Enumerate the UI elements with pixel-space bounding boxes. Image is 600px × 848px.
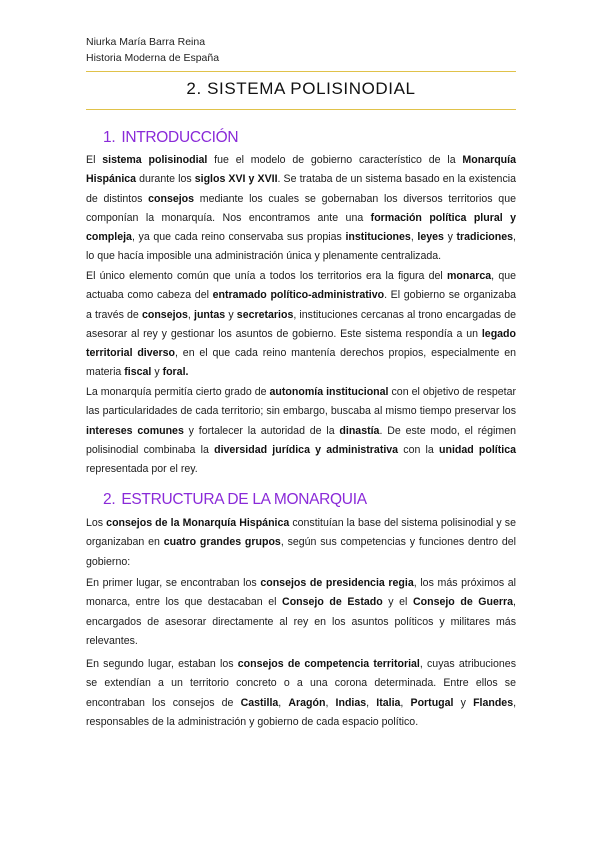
section-number: 2.	[103, 491, 116, 508]
emphasis-text: Italia	[376, 696, 401, 709]
emphasis-text: secretarios	[236, 308, 294, 321]
emphasis-text: consejos de la Monarquía Hispánica	[106, 517, 290, 529]
emphasis-text: Monarquía Hispánica	[86, 154, 516, 186]
emphasis-text: consejos de presidencia regia	[260, 577, 414, 589]
emphasis-text: unidad política	[439, 443, 517, 456]
emphasis-text: entramado político-administrativo	[212, 289, 385, 302]
emphasis-text: Indias	[335, 696, 367, 709]
emphasis-text: tradiciones	[456, 231, 514, 244]
emphasis-text: foral.	[162, 366, 189, 379]
paragraph: En primer lugar, se encontraban los consejos de presidencia regia, los más próximos al monarca, entre los que destacaban el Consejo de Estado y el Consejo de Guerra, encargados de asesorar directamente al rey en los asuntos políticos y militares más relevantes.	[86, 577, 517, 647]
emphasis-text: Flandes	[473, 696, 514, 709]
author-name: Niurka María Barra Reina	[86, 36, 206, 48]
section-heading-introduccion	[103, 128, 238, 148]
emphasis-text: consejos	[141, 308, 188, 321]
emphasis-text: Consejo de Estado	[282, 596, 383, 609]
emphasis-text: siglos XVI y XVII	[194, 173, 278, 186]
section-title: INTRODUCCIÓN	[121, 129, 239, 146]
emphasis-text: legado territorial diverso	[86, 327, 516, 360]
emphasis-text: autonomía institucional	[269, 386, 389, 398]
course-name: Historia Moderna de España	[86, 51, 220, 64]
emphasis-text: fiscal	[124, 366, 152, 379]
title-rule-bottom	[86, 109, 516, 110]
emphasis-text: formación política plural y compleja	[86, 211, 517, 244]
emphasis-text: Consejo de Guerra	[412, 596, 514, 609]
emphasis-text: Portugal	[410, 696, 454, 709]
emphasis-text: Castilla	[240, 696, 279, 709]
document-header	[86, 35, 219, 66]
emphasis-text: consejos de competencia territorial	[237, 658, 420, 670]
emphasis-text: diversidad jurídica y administrativa	[214, 443, 399, 456]
emphasis-text: consejos	[148, 192, 195, 205]
title-rule-top	[86, 71, 516, 72]
section-number: 1.	[103, 129, 116, 146]
emphasis-text: juntas	[194, 308, 226, 321]
emphasis-text: monarca	[447, 270, 492, 282]
paragraph: Los consejos de la Monarquía Hispánica constituían la base del sistema polisinodial y se organizaban en cuatro grandes grupos, según sus competencias y funciones dentro del gobierno:	[86, 517, 516, 568]
page-title: 2. SISTEMA POLISINODIAL	[186, 79, 416, 98]
section-title: ESTRUCTURA DE LA MONARQUIA	[121, 491, 367, 508]
section-heading-estructura	[103, 490, 367, 510]
paragraph: El único elemento común que unía a todos los territorios era la figura del monarca, que actuaba como cabeza del entramado político-administrativo. El gobierno se organizaba a través de consejos, juntas y secretarios, instituciones cercanas al trono encargadas de asesorar al rey y gestionar los asuntos de gobierno. Este sistema respondía a un legado territorial diverso, en el que cada reino mantenía derechos propios, especialmente en materia fiscal y foral.	[86, 270, 516, 379]
emphasis-text: sistema polisinodial	[102, 154, 208, 166]
paragraph: En segundo lugar, estaban los consejos de competencia territorial, cuyas atribuciones se extendían a un territorio concreto o a una corona determinada. Entre ellos se encontraban los consejos de Castilla, Aragón, Indias, Italia, Portugal y Flandes, responsables de la administración y gobierno de cada espacio político.	[86, 658, 517, 728]
emphasis-text: instituciones	[345, 231, 411, 244]
emphasis-text: intereses comunes	[86, 424, 184, 437]
emphasis-text: leyes	[417, 231, 444, 244]
emphasis-text: cuatro grandes grupos	[163, 536, 281, 549]
emphasis-text: dinastía	[339, 424, 380, 437]
paragraph: El sistema polisinodial fue el modelo de gobierno característico de la Monarquía Hispánica durante los siglos XVI y XVII. Se trataba de un sistema basado en la existencia de distintos consejos mediante los cuales se gobernaban los diversos territorios que componían la monarquía. Nos encontramos ante una formación política plural y compleja, ya que cada reino conservaba sus propias instituciones, leyes y tradiciones, lo que hacía imposible una administración única y plenamente centralizada.	[86, 154, 517, 263]
emphasis-text: Aragón	[288, 696, 326, 709]
paragraph: La monarquía permitía cierto grado de autonomía institucional con el objetivo de respetar las particularidades de cada territorio; sin embargo, buscaba al mismo tiempo preservar los intereses comunes y fortalecer la autoridad de la dinastía. De este modo, el régimen polisinodial combinaba la diversidad jurídica y administrativa con la unidad política representada por el rey.	[86, 386, 517, 476]
